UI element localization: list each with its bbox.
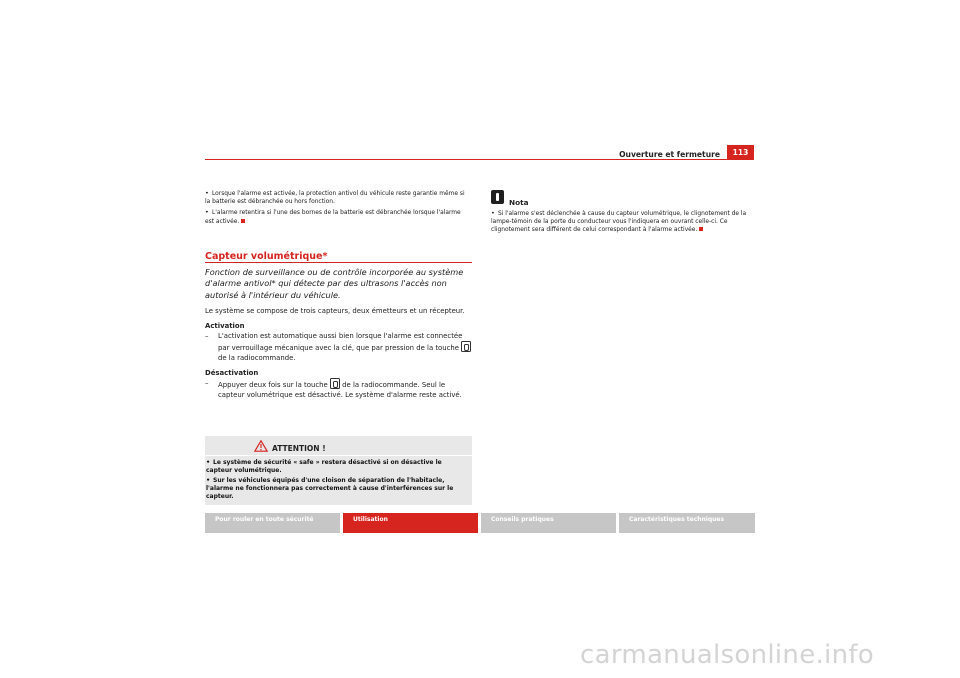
section-body bbox=[205, 306, 473, 400]
bullet-icon: • bbox=[206, 476, 211, 485]
bullet-text: L'alarme retentira si l'une des bornes de la batterie est débranchée lorsque l'alarme est activée. bbox=[205, 210, 461, 225]
activation-title: Activation bbox=[205, 322, 245, 330]
bullet-item bbox=[205, 189, 470, 206]
footer-tab-specs[interactable]: Caractéristiques techniques bbox=[619, 513, 755, 533]
activation-text-before: L'activation est automatique aussi bien lorsque l'alarme est connectée par verrouillage mécanique avec la clé, que par pression de la touche bbox=[218, 332, 463, 352]
note-bullet bbox=[491, 209, 753, 235]
section-heading: Capteur volumétrique* bbox=[205, 251, 328, 262]
warning-bullet-text: Sur les véhicules équipés d'une cloison de séparation de l'habitacle, l'alarme ne fonctionnera pas correctement à cause d'interférences sur le capteur. bbox=[206, 477, 454, 501]
bullet-icon: • bbox=[206, 458, 211, 466]
dash-marker: – bbox=[205, 379, 209, 387]
unlock-key-icon bbox=[461, 341, 471, 352]
end-of-section-icon bbox=[241, 219, 245, 223]
warning-bullet bbox=[206, 476, 468, 501]
activation-text-after: de la radiocommande. bbox=[218, 354, 296, 362]
info-note-icon bbox=[491, 190, 504, 204]
bullet-item bbox=[205, 208, 470, 225]
section-intro: Fonction de surveillance ou de contrôle incorporée au système d'alarme antivol* qui détecte par des ultrasons l'accès non autorisé à l'intérieur du véhicule. bbox=[205, 267, 464, 300]
page-header-title: Ouverture et fermeture bbox=[619, 150, 720, 159]
note-bullet-text: Si l'alarme s'est déclenchée à cause du capteur volumétrique, le clignotement de la lampe-témoin de la porte du conducteur vous l'indiquera en ouvrant celle-ci. Ce clignotement sera différent de celui correspondant à l'alarme activée. bbox=[491, 211, 747, 234]
unlock-key-icon bbox=[330, 378, 340, 389]
note-title: Nota bbox=[509, 198, 529, 207]
footer-tab-usage[interactable]: Utilisation bbox=[343, 513, 478, 533]
deactivation-text-after: de la radiocommande. Seul le capteur volumétrique est désactivé. Le système d'alarme reste activé. bbox=[218, 381, 462, 399]
deactivation-item bbox=[205, 378, 473, 400]
page-number: 113 bbox=[727, 145, 754, 160]
bullet-text: Lorsque l'alarme est activée, la protection antivol du véhicule reste garantie même si la batterie est débranchée ou hors fonction. bbox=[205, 191, 465, 206]
deactivation-title: Désactivation bbox=[205, 369, 259, 377]
warning-triangle-icon bbox=[254, 440, 268, 452]
bullet-icon: • bbox=[205, 208, 209, 217]
heading-rule bbox=[205, 262, 472, 263]
note-content bbox=[491, 209, 753, 235]
bullet-icon: • bbox=[205, 189, 209, 197]
end-of-section-icon bbox=[699, 227, 703, 231]
intro-bullets bbox=[205, 189, 470, 226]
bullet-icon: • bbox=[491, 209, 495, 217]
deactivation-text-before: Appuyer deux fois sur la touche bbox=[218, 381, 328, 389]
warning-bullet-text: Le système de sécurité « safe » restera désactivé si on désactive le capteur volumétrique. bbox=[206, 459, 442, 475]
footer-tab-tips[interactable]: Conseils pratiques bbox=[481, 513, 616, 533]
activation-item bbox=[205, 331, 473, 363]
warning-title: ATTENTION ! bbox=[272, 444, 326, 453]
system-description: Le système se compose de trois capteurs, deux émetteurs et un récepteur. bbox=[205, 307, 465, 315]
watermark-logo: carmanualsonline.info bbox=[580, 640, 875, 670]
dash-marker: – bbox=[205, 332, 209, 340]
warning-header bbox=[205, 436, 472, 456]
warning-bullet bbox=[206, 458, 468, 475]
warning-content bbox=[206, 458, 468, 501]
footer-tab-safety[interactable]: Pour rouler en toute sécurité bbox=[205, 513, 340, 533]
header-rule bbox=[205, 159, 727, 160]
